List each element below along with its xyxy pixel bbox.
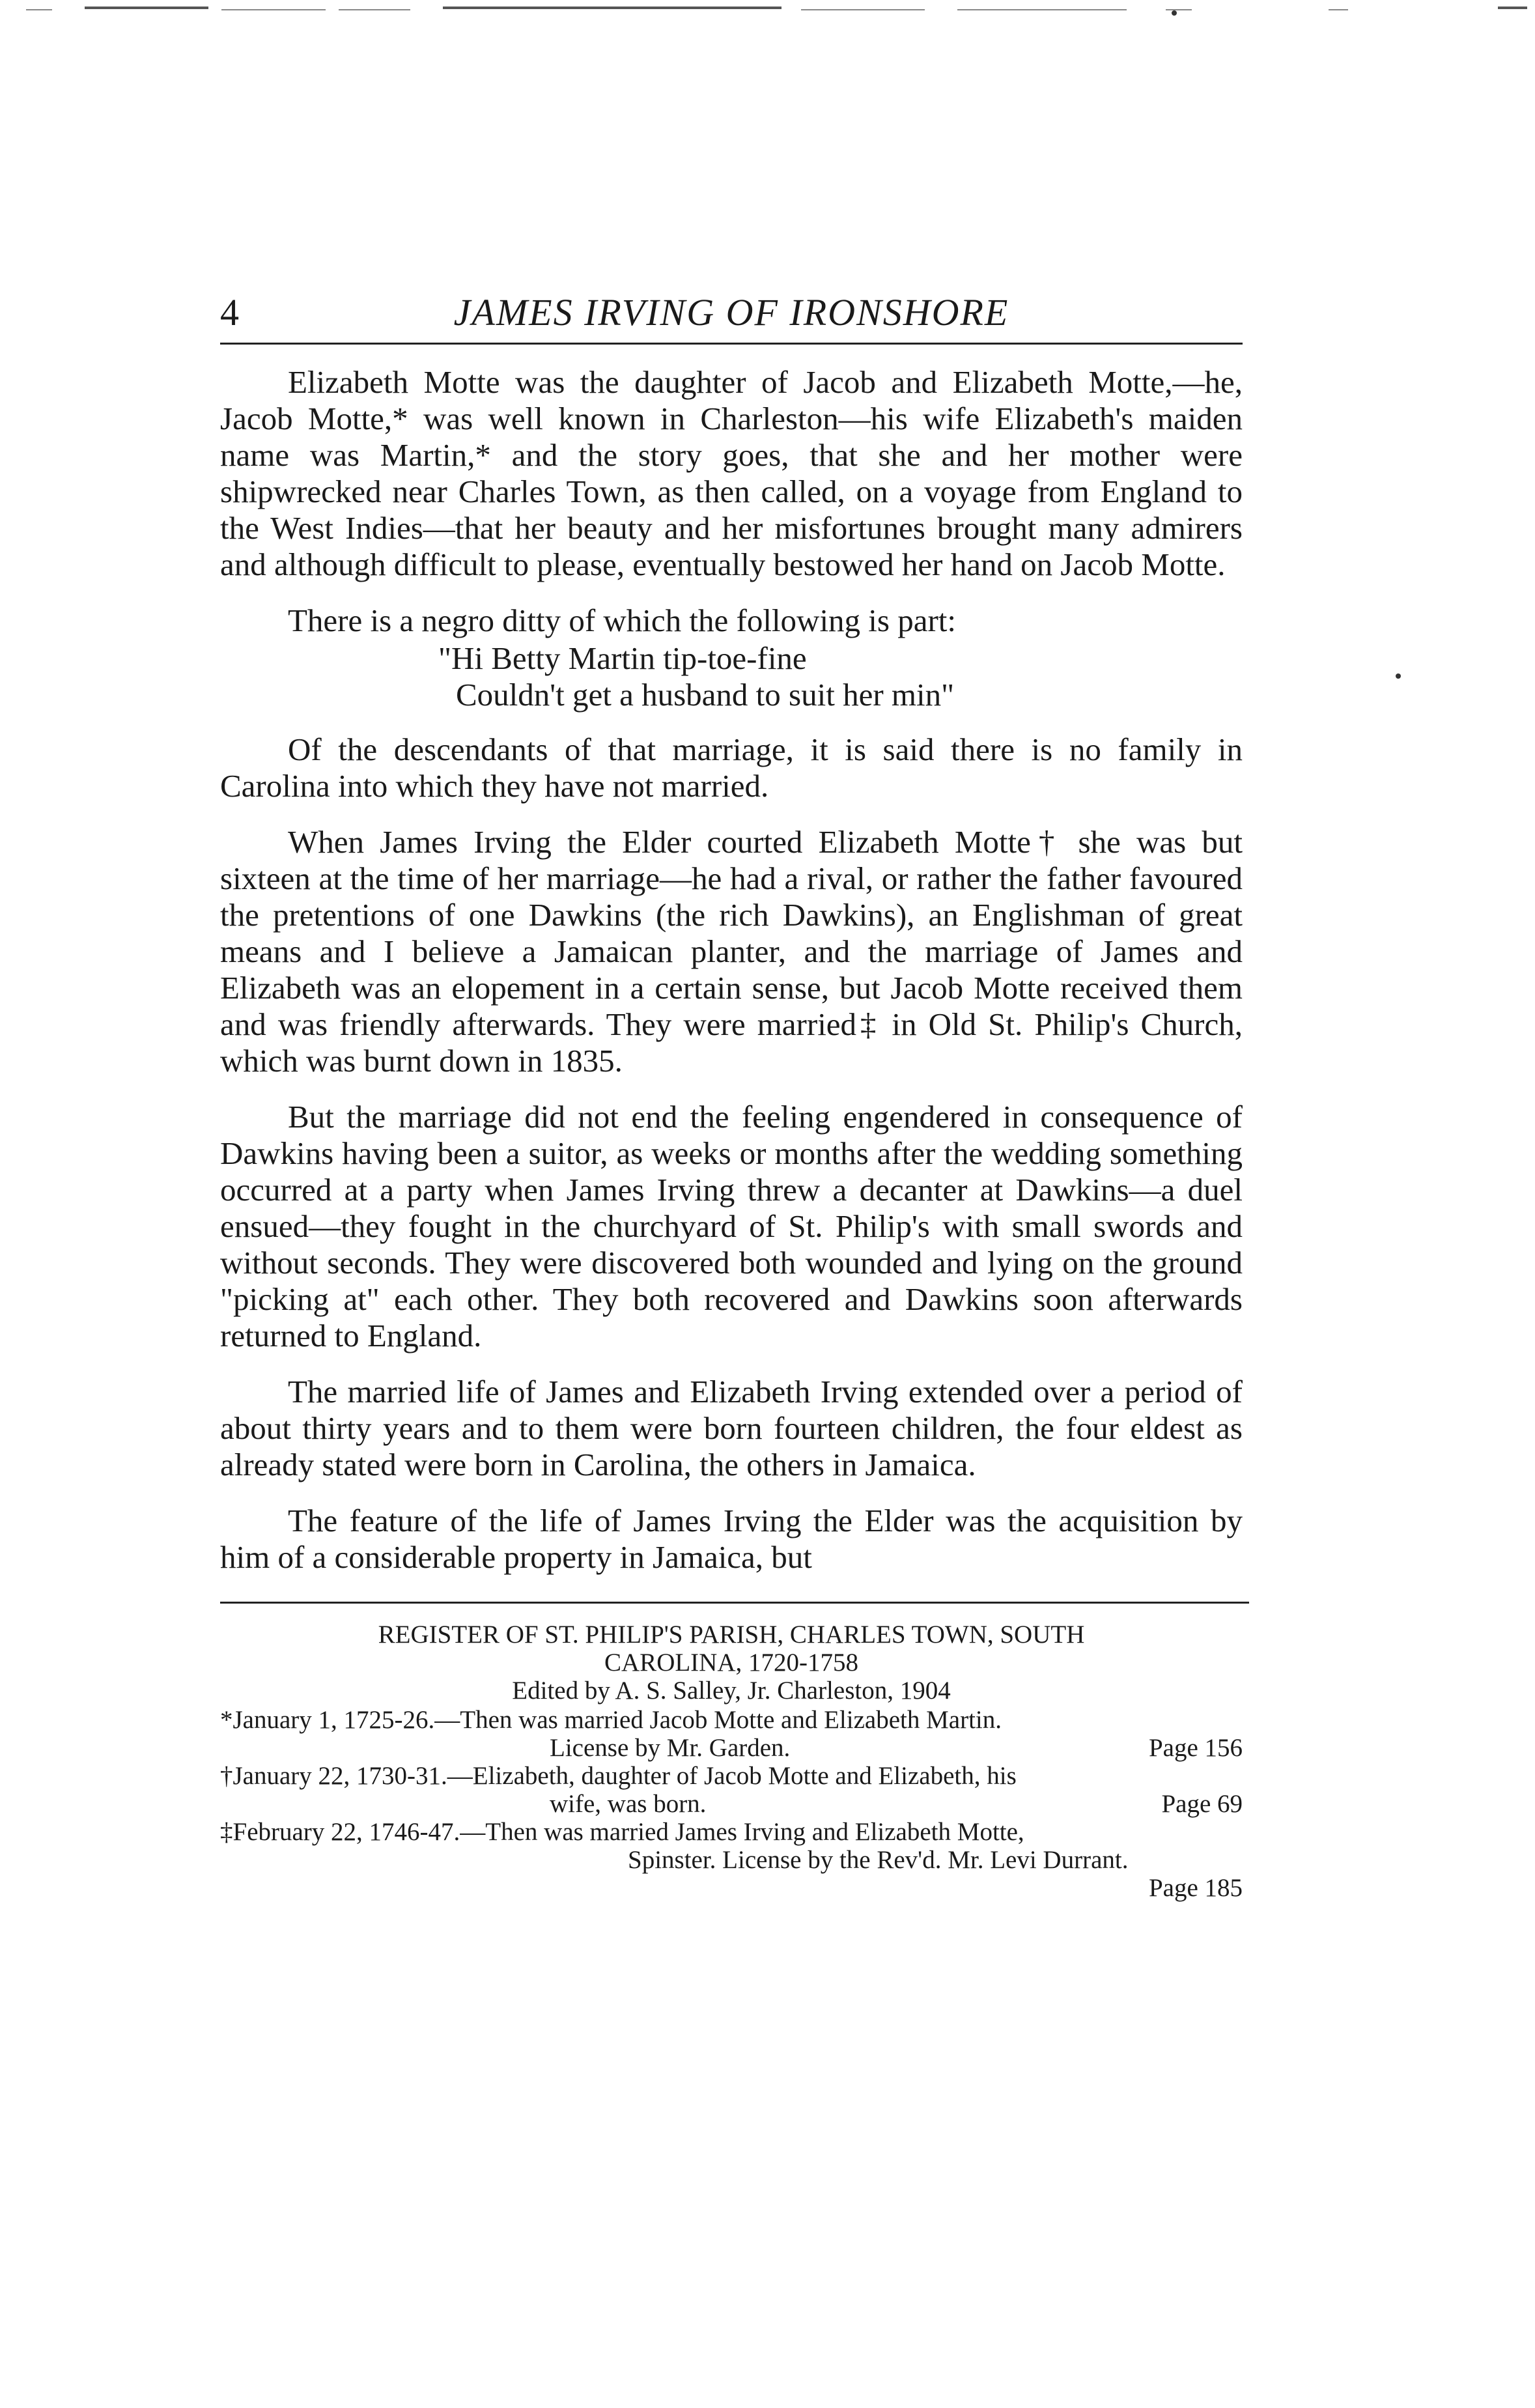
verse-line: "Hi Betty Martin tip-toe-fine — [438, 640, 807, 676]
footnote-text: License by Mr. Garden. — [550, 1734, 791, 1762]
paragraph: Of the descendants of that marriage, it is said there is no family in Carolina into which they have not married. — [220, 731, 1243, 804]
page-number: 4 — [220, 291, 239, 333]
footnote-text: †January 22, 1730-31.—Elizabeth, daughter of Jacob Motte and Elizabeth, his — [220, 1762, 1017, 1790]
footnote-text: wife, was born. — [550, 1790, 707, 1818]
footnote-entry — [220, 1818, 1243, 1902]
footnote-entry — [220, 1762, 1243, 1818]
paragraph: Elizabeth Motte was the daughter of Jacob and Elizabeth Motte,—he, Jacob Motte,* was well known in Charleston—his wife Elizabeth's maiden name was Martin,* and the story goes, that she and her mother were shipwrecked near Charles Town, as then called, on a voyage from England to the West Indies—that her beauty and her misfortunes brought many admirers and although difficult to please, eventually bestowed her hand on Jacob Motte. — [220, 364, 1243, 582]
paragraph: The married life of James and Elizabeth Irving extended over a period of about thirty years and to them were born fourteen children, the four eldest as already stated were born in Carolina, the others in Jamaica. — [220, 1374, 1243, 1482]
footnote-continuation — [220, 1734, 1243, 1762]
paragraph: When James Irving the Elder courted Elizabeth Motte† she was but sixteen at the time of her marriage—he had a rival, or rather the father favoured the pretentions of one Dawkins (the rich Dawkins), an Englishman of great means and I believe a Jamaican planter, and the marriage of James and Elizabeth was an elopement in a certain sense, but Jacob Motte received them and was friendly afterwards. They were married‡ in Old St. Philip's Church, which was burnt down in 1835. — [220, 824, 1243, 1079]
verse-quotation — [220, 640, 1243, 713]
footnote-page-ref: Page 156 — [1148, 1734, 1243, 1762]
footnote-text: Spinster. License by the Rev'd. Mr. Levi Durrant. — [628, 1846, 1129, 1874]
paragraph: The feature of the life of James Irving the Elder was the acquisition by him of a considerable property in Jamaica, but — [220, 1503, 1243, 1575]
footnote-editor: Edited by A. S. Salley, Jr. Charleston, 1904 — [512, 1677, 951, 1705]
paragraph: There is a negro ditty of which the following is part: — [288, 602, 957, 638]
book-page — [220, 287, 1243, 1902]
running-head-title: JAMES IRVING OF IRONSHORE — [453, 291, 1009, 333]
footnote-entry — [220, 1706, 1243, 1762]
running-head — [220, 287, 1243, 339]
paragraph: But the marriage did not end the feeling engendered in consequence of Dawkins having been a suitor, as weeks or months after the wedding something occurred at a party when James Irving threw a decanter at Dawkins—a duel ensued—they fought in the churchyard of St. Philip's with small swords and without seconds. They were discovered both wounded and lying on the ground "picking at" each other. They both recovered and Dawkins soon afterwards returned to England. — [220, 1099, 1243, 1353]
verse-line: Couldn't get a husband to suit her min" — [456, 677, 955, 713]
footnote-continuation — [220, 1846, 1243, 1874]
footnote-page-ref: Page 69 — [1161, 1790, 1243, 1818]
footnote-text: *January 1, 1725-26.—Then was married Jacob Motte and Elizabeth Martin. — [220, 1706, 1002, 1734]
footnote-continuation — [220, 1790, 1243, 1818]
footnote-text: ‡February 22, 1746-47.—Then was married James Irving and Elizabeth Motte, — [220, 1818, 1024, 1846]
header-rule — [220, 343, 1243, 345]
body-text — [220, 364, 1243, 1576]
footnotes — [220, 1621, 1243, 1902]
footnote-page-ref: Page 185 — [1148, 1874, 1243, 1902]
scan-speck — [1396, 673, 1401, 679]
scan-artifact-top — [0, 0, 1535, 20]
footnote-rule — [220, 1602, 1249, 1604]
footnote-source-title: REGISTER OF ST. PHILIP'S PARISH, CHARLES TOWN, SOUTH — [378, 1621, 1085, 1649]
footnote-source-title: CAROLINA, 1720-1758 — [604, 1649, 858, 1677]
scan-speck — [1172, 10, 1177, 16]
